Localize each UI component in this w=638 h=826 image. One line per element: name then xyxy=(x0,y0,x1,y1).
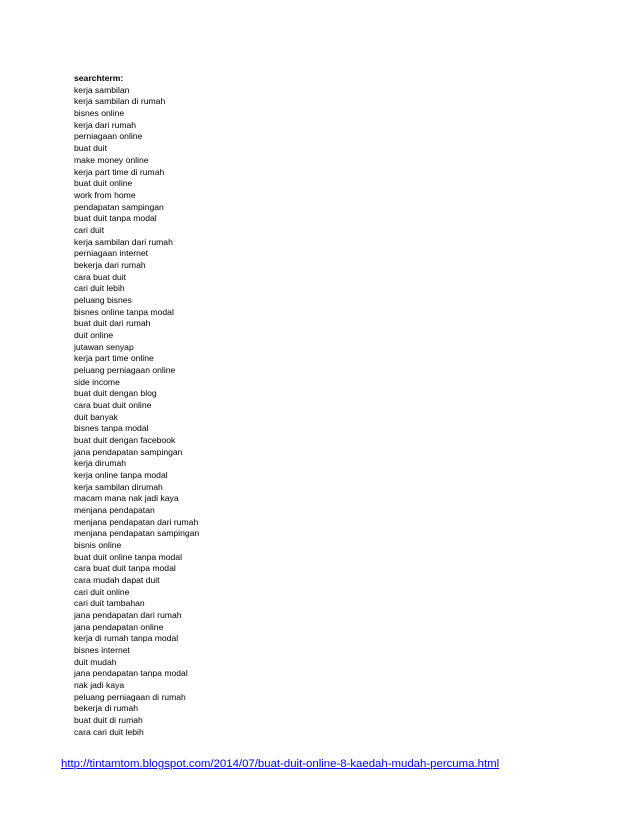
search-term-item: cari duit online xyxy=(74,586,130,597)
search-term-item: cara mudah dapat duit xyxy=(74,575,160,586)
search-term-item: macam mana nak jadi kaya xyxy=(74,493,179,504)
search-term-item: buat duit di rumah xyxy=(74,715,143,726)
search-term-item: peluang perniagaan di rumah xyxy=(74,691,186,702)
search-term-item: bekerja di rumah xyxy=(74,703,139,714)
search-term-item: kerja dari rumah xyxy=(74,119,137,130)
search-term-item: kerja di rumah tanpa modal xyxy=(74,633,179,644)
search-term-item: kerja part time online xyxy=(74,353,154,364)
search-term-item: cara buat duit online xyxy=(74,399,152,410)
search-term-item: buat duit dengan blog xyxy=(74,388,157,399)
search-term-item: jana pendapatan dari rumah xyxy=(74,610,182,621)
source-url-link[interactable]: http://tintamtom.blogspot.com/2014/07/buat-duit-online-8-kaedah-mudah-percuma.html xyxy=(61,758,500,770)
search-term-item: perniagaan online xyxy=(74,131,143,142)
search-term-item: side income xyxy=(74,376,120,387)
search-term-item: kerja sambilan dirumah xyxy=(74,481,163,492)
search-term-item: kerja dirumah xyxy=(74,458,127,469)
search-term-item: jana pendapatan tanpa modal xyxy=(74,668,188,679)
search-term-item: work from home xyxy=(74,189,136,200)
search-term-item: buat duit xyxy=(74,143,107,154)
search-term-item: bekerja dari rumah xyxy=(74,259,146,270)
search-term-item: peluang bisnes xyxy=(74,294,132,305)
search-term-item: jana pendapatan sampingan xyxy=(74,446,183,457)
search-term-item: jutawan senyap xyxy=(74,341,134,352)
search-term-item: nak jadi kaya xyxy=(74,680,125,691)
search-term-item: cara buat duit tanpa modal xyxy=(74,563,176,574)
search-term-item: cari duit lebih xyxy=(74,283,125,294)
search-term-item: buat duit dengan facebook xyxy=(74,434,176,445)
searchterm-heading: searchterm: xyxy=(74,73,124,83)
search-terms-list xyxy=(74,85,544,739)
search-term-item: kerja sambilan xyxy=(74,84,130,95)
search-term-item: perniagaan internet xyxy=(74,248,149,259)
search-term-item: menjana pendapatan sampingan xyxy=(74,528,200,539)
search-term-item: cara buat duit xyxy=(74,271,127,282)
search-term-item: cari duit xyxy=(74,224,105,235)
search-term-item: buat duit tanpa modal xyxy=(74,213,157,224)
search-term-item: menjana pendapatan dari rumah xyxy=(74,516,199,527)
search-term-item: kerja online tanpa modal xyxy=(74,469,168,480)
search-term-item: bisnes online tanpa modal xyxy=(74,306,174,317)
search-term-item: kerja part time di rumah xyxy=(74,166,165,177)
search-term-item: buat duit online tanpa modal xyxy=(74,551,182,562)
search-term-item: duit mudah xyxy=(74,656,117,667)
search-term-item: duit banyak xyxy=(74,411,118,422)
search-term-item: menjana pendapatan xyxy=(74,504,155,515)
search-term-item: kerja sambilan di rumah xyxy=(74,96,166,107)
search-term-item: pendapatan sampingan xyxy=(74,201,164,212)
search-term-item: peluang perniagaan online xyxy=(74,364,176,375)
search-term-item: cara cari duit lebih xyxy=(74,726,144,737)
search-term-item: duit online xyxy=(74,329,114,340)
search-term-item: cari duit tambahan xyxy=(74,598,145,609)
search-term-item: bisnes tanpa modal xyxy=(74,423,149,434)
search-terms-block xyxy=(74,73,544,738)
search-term-item: buat duit online xyxy=(74,178,133,189)
search-term-item: jana pendapatan online xyxy=(74,621,164,632)
search-term-item: make money online xyxy=(74,154,149,165)
search-term-item: buat duit dari rumah xyxy=(74,318,151,329)
search-term-item: kerja sambilan dari rumah xyxy=(74,236,173,247)
search-term-item: bisnes online xyxy=(74,108,125,119)
search-term-item: bisnes internet xyxy=(74,645,130,656)
search-term-item: bisnis online xyxy=(74,540,122,550)
